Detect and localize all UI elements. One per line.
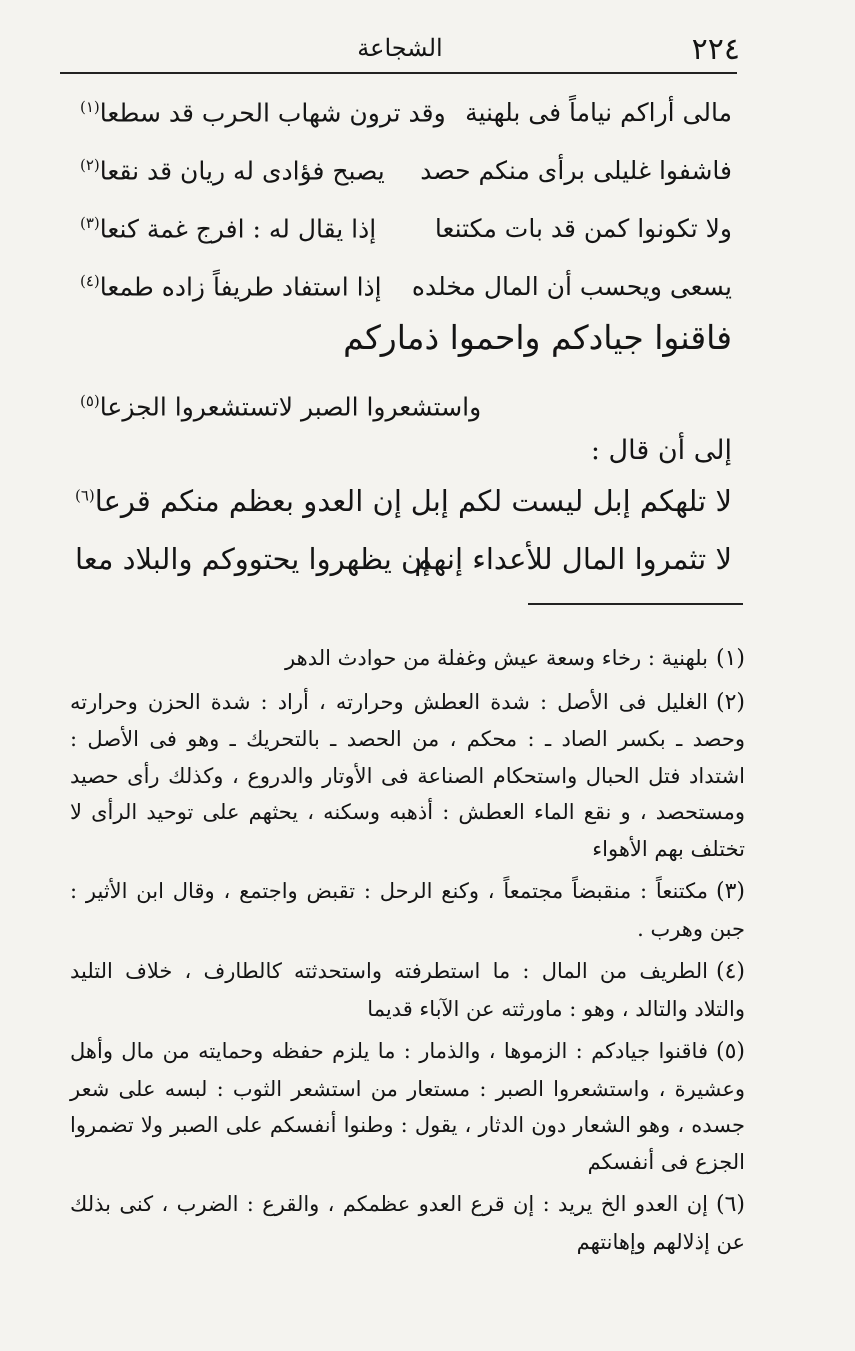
- footnote-ref: (٢): [80, 156, 100, 174]
- footnote-number: (٦): [715, 1192, 745, 1217]
- page-header: [60, 24, 740, 74]
- running-title: الشجاعة: [357, 34, 443, 62]
- verse-hemistich-second: إذا استفاد طريفاً زاده طمعا$^{(٤)}$: [80, 272, 382, 302]
- verse-large: فاقنوا جيادكم واحموا ذماركم: [343, 318, 732, 357]
- footnote-ref: (٦): [75, 486, 95, 505]
- verse-hemistich-second: إن العدو بعظم منكم قرعا$^{(٦)}$: [75, 484, 402, 518]
- footnote-ref: (١): [80, 98, 100, 116]
- footnote-ref: (٥): [80, 392, 100, 410]
- footnote-ref: (٤): [80, 272, 100, 290]
- verse-hemistich-second: إذا يقال له : افرج غمة كنعا$^{(٣)}$: [80, 214, 377, 244]
- footnote-separator: [528, 603, 743, 605]
- header-rule: [60, 72, 737, 74]
- footnotes: [70, 640, 745, 1266]
- transition-phrase: إلى أن قال :: [590, 435, 732, 466]
- verse-hemistich-first: فاشفوا غليلى برأى منكم حصد: [420, 156, 732, 185]
- verse-large-second: واستشعروا الصبر لاتستشعروا الجزعا$^{(٥)}$: [80, 392, 482, 422]
- verse-line: [80, 98, 732, 156]
- verse-line: [80, 156, 732, 214]
- footnote: [70, 1033, 745, 1180]
- footnote-text: الطريف من المال : ما استطرفته واستحدثته كالطارف ، خلاف التليد والتلاد والتالد ، وهو : ماورثته عن الآباء قديما: [70, 959, 745, 1021]
- poem-verses: [80, 98, 732, 330]
- verse-hemistich-second: يصبح فؤادى له ريان قد نقعا$^{(٢)}$: [80, 156, 385, 186]
- verse-hemistich-second: وقد ترون شهاب الحرب قد سطعا$^{(١)}$: [80, 98, 446, 128]
- footnote-text: بلهنية : رخاء وسعة عيش وغفلة من حوادث الدهر: [285, 646, 708, 670]
- footnote-ref: (٣): [80, 214, 100, 232]
- footnote-number: (٣): [715, 879, 745, 904]
- verse-hemistich-second: إن يظهروا يحتووكم والبلاد معا: [75, 542, 431, 576]
- verse-hemistich-first: يسعى ويحسب أن المال مخلده: [411, 272, 732, 301]
- footnote-number: (١): [715, 646, 745, 671]
- footnote: [70, 1186, 745, 1260]
- verse-line: [75, 484, 732, 542]
- footnote: [70, 873, 745, 947]
- footnote-number: (٢): [715, 689, 745, 715]
- footnote-text: مكتنعاً : منقبضاً مجتمعاً ، وكنع الرحل : تقبض واجتمع ، وقال ابن الأثير : جبن وهرب .: [70, 879, 745, 941]
- verse-hemistich-first: ولا تكونوا كمن قد بات مكتنعا: [434, 214, 732, 243]
- footnote-number: (٥): [715, 1039, 745, 1064]
- footnote-text: إن العدو الخ يريد : إن قرع العدو عظمكم ، والقرع : الضرب ، كنى بذلك عن إذلالهم وإهانتهم: [70, 1192, 745, 1254]
- poem-verses-continued: [75, 484, 732, 600]
- footnote: [70, 684, 745, 868]
- verse-line: [80, 214, 732, 272]
- verse-hemistich-first: لا تلهكم إبل ليست لكم إبل: [410, 484, 732, 518]
- verse-hemistich-first: مالى أراكم نياماً فى بلهنية: [465, 98, 732, 127]
- verse-line: [75, 542, 732, 600]
- footnote-text: فاقنوا جيادكم : الزموها ، والذمار : ما يلزم حفظه وحمايته من مال وأهل وعشيرة ، واستشعروا الصبر : مستعار من استشعر الثوب : لبسه على شعر جسده ، وهو الشعار دون الدثار ، يقول : وطنوا أنفسكم على الصبر ولا تضمروا الجزع فى أنفسكم: [70, 1039, 745, 1174]
- footnote-number: (٤): [715, 959, 745, 984]
- page-number: ٢٢٤: [691, 32, 740, 67]
- verse-hemistich-first: لا تثمروا المال للأعداء إنهم: [414, 542, 732, 576]
- footnote-text: الغليل فى الأصل : شدة العطش وحرارته ، أراد : شدة الحزن وحرارته وحصد ـ بكسر الصاد ـ : محكم ، من الحصد ـ بالتحريك ـ وهو فى الأصل : اشتداد فتل الحبال واستحكام الصناعة فى الأوتار والدروع ، وكذلك رأى حصيد ومستحصد ، و نقع الماء العطش : أذهبه وسكنه ، يحثهم على توحيد الرأى لا تختلف بهم الأهواء: [70, 689, 745, 861]
- footnote: [70, 640, 745, 678]
- footnote: [70, 953, 745, 1027]
